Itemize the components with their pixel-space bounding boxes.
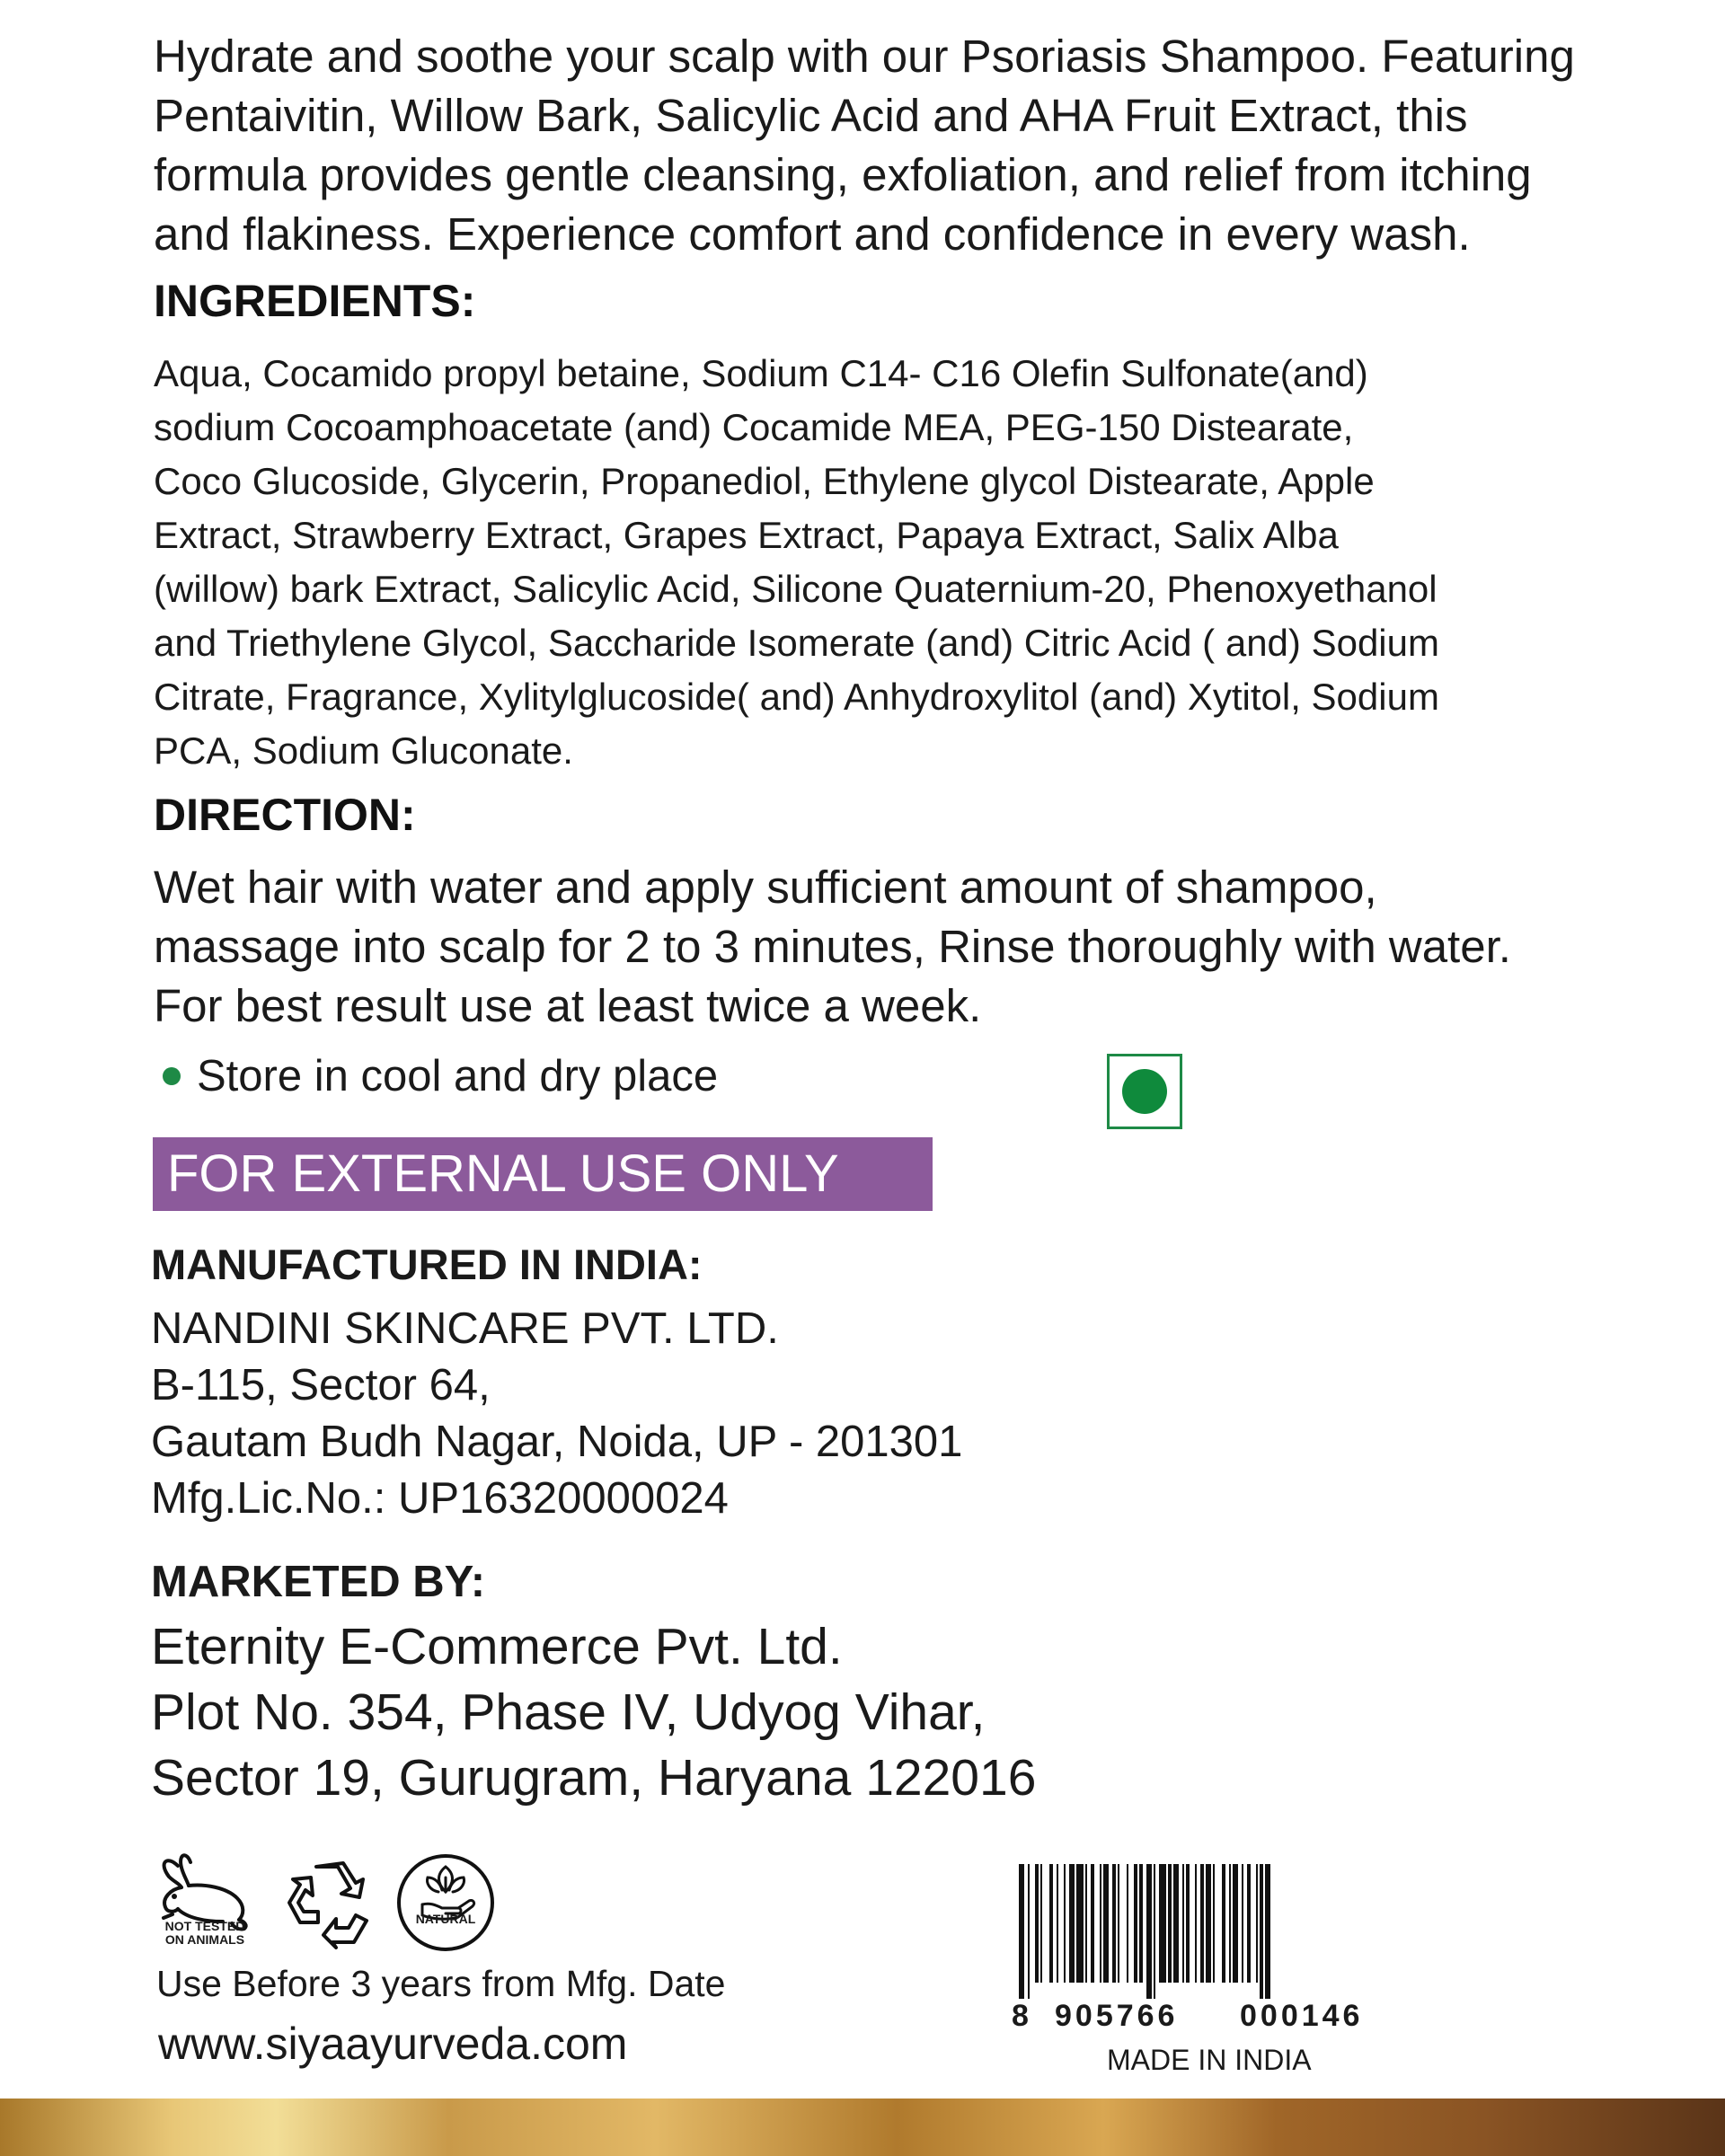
storage-note <box>154 1051 718 1101</box>
ingredients-line: (willow) bark Extract, Salicylic Acid, Silicone Quaternium-20, Phenoxyethanol <box>154 568 1438 610</box>
storage-text: Store in cool and dry place <box>197 1052 719 1100</box>
barcode-bar <box>1260 1864 1263 1999</box>
barcode-bar <box>1127 1864 1128 1983</box>
direction-text <box>154 858 1609 1036</box>
intro-line: formula provides gentle cleansing, exfoliation, and relief from itching <box>154 149 1532 200</box>
made-in-india-label: MADE IN INDIA <box>1107 2044 1312 2076</box>
barcode-bar <box>1200 1864 1204 1983</box>
manufacturer-line: Mfg.Lic.No.: UP16320000024 <box>151 1474 729 1523</box>
barcode-bar <box>1057 1864 1058 1983</box>
decorative-gold-band <box>0 2099 1725 2156</box>
ingredients-heading: INGREDIENTS: <box>154 276 476 326</box>
barcode-bar <box>1173 1864 1179 1983</box>
barcode-bar <box>1049 1864 1053 1983</box>
barcode-bar <box>1168 1864 1172 1983</box>
barcode-bars <box>1013 1864 1427 1999</box>
natural-leaf-icon <box>395 1852 496 1953</box>
barcode-bar <box>1229 1864 1231 1983</box>
manufacturer-line: NANDINI SKINCARE PVT. LTD. <box>151 1304 779 1353</box>
barcode-bar <box>1103 1864 1109 1983</box>
manufacturer-line: B-115, Sector 64, <box>151 1361 491 1409</box>
intro-line: Hydrate and soothe your scalp with our Psoriasis Shampoo. Featuring <box>154 31 1575 82</box>
barcode-bar <box>1118 1864 1119 1983</box>
barcode-bar <box>1069 1864 1075 1983</box>
manufacturer-line: Gautam Budh Nagar, Noida, UP - 201301 <box>151 1418 963 1466</box>
ingredients-line: PCA, Sodium Gluconate. <box>154 729 573 772</box>
barcode-bar <box>1233 1864 1238 1983</box>
recycle-badge <box>273 1860 381 1949</box>
ingredients-line: Coco Glucoside, Glycerin, Propanediol, Ethylene glycol Distearate, Apple <box>154 460 1375 502</box>
barcode-right-group: 000146 <box>1240 1999 1364 2033</box>
natural-badge <box>395 1852 496 1953</box>
marketer-line: Plot No. 354, Phase IV, Udyog Vihar, <box>151 1683 986 1741</box>
ingredients-line: Extract, Strawberry Extract, Grapes Extract, Papaya Extract, Salix Alba <box>154 514 1339 556</box>
intro-line: Pentaivitin, Willow Bark, Salicylic Acid and AHA Fruit Extract, this <box>154 90 1468 141</box>
barcode-bar <box>1091 1864 1094 1983</box>
barcode-bar <box>1265 1864 1270 1999</box>
barcode-bar <box>1019 1864 1024 1999</box>
barcode-bar <box>1085 1864 1087 1983</box>
barcode-bar <box>1222 1864 1225 1983</box>
direction-heading: DIRECTION: <box>154 790 416 840</box>
barcode-bar <box>1242 1864 1243 1983</box>
barcode-bar <box>1139 1864 1143 1983</box>
barcode-bar <box>1028 1864 1030 1999</box>
barcode-bar <box>1035 1864 1039 1983</box>
not-tested-line: NOT TESTED <box>164 1919 245 1933</box>
barcode-bar <box>1186 1864 1190 1983</box>
not-tested-line: ON ANIMALS <box>164 1932 245 1947</box>
manufacturer-heading: MANUFACTURED IN INDIA: <box>151 1241 703 1288</box>
barcode-bar <box>1100 1864 1101 1983</box>
not-tested-on-animals-badge <box>151 1846 259 1954</box>
direction-line: Wet hair with water and apply sufficient amount of shampoo, <box>154 862 1377 913</box>
manufacturer-address <box>151 1301 962 1527</box>
ingredients-line: sodium Cocoamphoacetate (and) Cocamide MEA, PEG-150 Distearate, <box>154 406 1354 448</box>
marketer-line: Sector 19, Gurugram, Haryana 122016 <box>151 1749 1037 1807</box>
barcode-bar <box>1213 1864 1215 1983</box>
marketer-address <box>151 1614 1036 1811</box>
ingredients-list <box>154 347 1591 778</box>
barcode-bar <box>1256 1864 1258 1983</box>
use-before-text: Use Before 3 years from Mfg. Date <box>156 1963 726 2004</box>
barcode-bar <box>1247 1864 1251 1983</box>
marketer-heading: MARKETED BY: <box>151 1558 486 1606</box>
barcode-bar <box>1206 1864 1211 1983</box>
barcode-bar <box>1076 1864 1084 1983</box>
natural-label: NATURAL <box>415 1912 476 1926</box>
ingredients-line: and Triethylene Glycol, Saccharide Isomerate (and) Citric Acid ( and) Sodium <box>154 622 1439 664</box>
website-link[interactable]: www.siyaayurveda.com <box>158 2019 628 2069</box>
ingredients-line: Citrate, Fragrance, Xylitylglucoside( and) Anhydroxylitol (and) Xytitol, Sodium <box>154 676 1439 718</box>
barcode-bar <box>1134 1864 1137 1983</box>
barcode-left-group: 905766 <box>1055 1999 1179 2033</box>
barcode-bar <box>1064 1864 1066 1983</box>
barcode-bar <box>1154 1864 1155 1999</box>
direction-line: massage into scalp for 2 to 3 minutes, Rinse thoroughly with water. <box>154 921 1511 972</box>
external-use-banner: FOR EXTERNAL USE ONLY <box>153 1137 933 1211</box>
barcode-bar <box>1040 1864 1042 1983</box>
barcode-first-digit: 8 <box>1012 1999 1032 2033</box>
recycle-icon <box>273 1860 381 1949</box>
bullet-icon <box>163 1067 181 1085</box>
not-tested-label <box>162 1920 248 1947</box>
barcode-bar <box>1112 1864 1116 1983</box>
intro-paragraph <box>154 27 1609 264</box>
barcode-bar <box>1159 1864 1166 1983</box>
ingredients-line: Aqua, Cocamido propyl betaine, Sodium C14- C16 Olefin Sulfonate(and) <box>154 352 1368 394</box>
intro-line: and flakiness. Experience comfort and confidence in every wash. <box>154 208 1471 260</box>
vegetarian-mark-icon <box>1107 1054 1182 1129</box>
marketer-line: Eternity E-Commerce Pvt. Ltd. <box>151 1618 843 1675</box>
barcode <box>1013 1864 1427 1999</box>
barcode-bar <box>1146 1864 1152 1999</box>
barcode-bar <box>1195 1864 1197 1983</box>
direction-line: For best result use at least twice a week. <box>154 980 982 1031</box>
vegetarian-dot <box>1122 1069 1167 1114</box>
barcode-bar <box>1182 1864 1184 1983</box>
